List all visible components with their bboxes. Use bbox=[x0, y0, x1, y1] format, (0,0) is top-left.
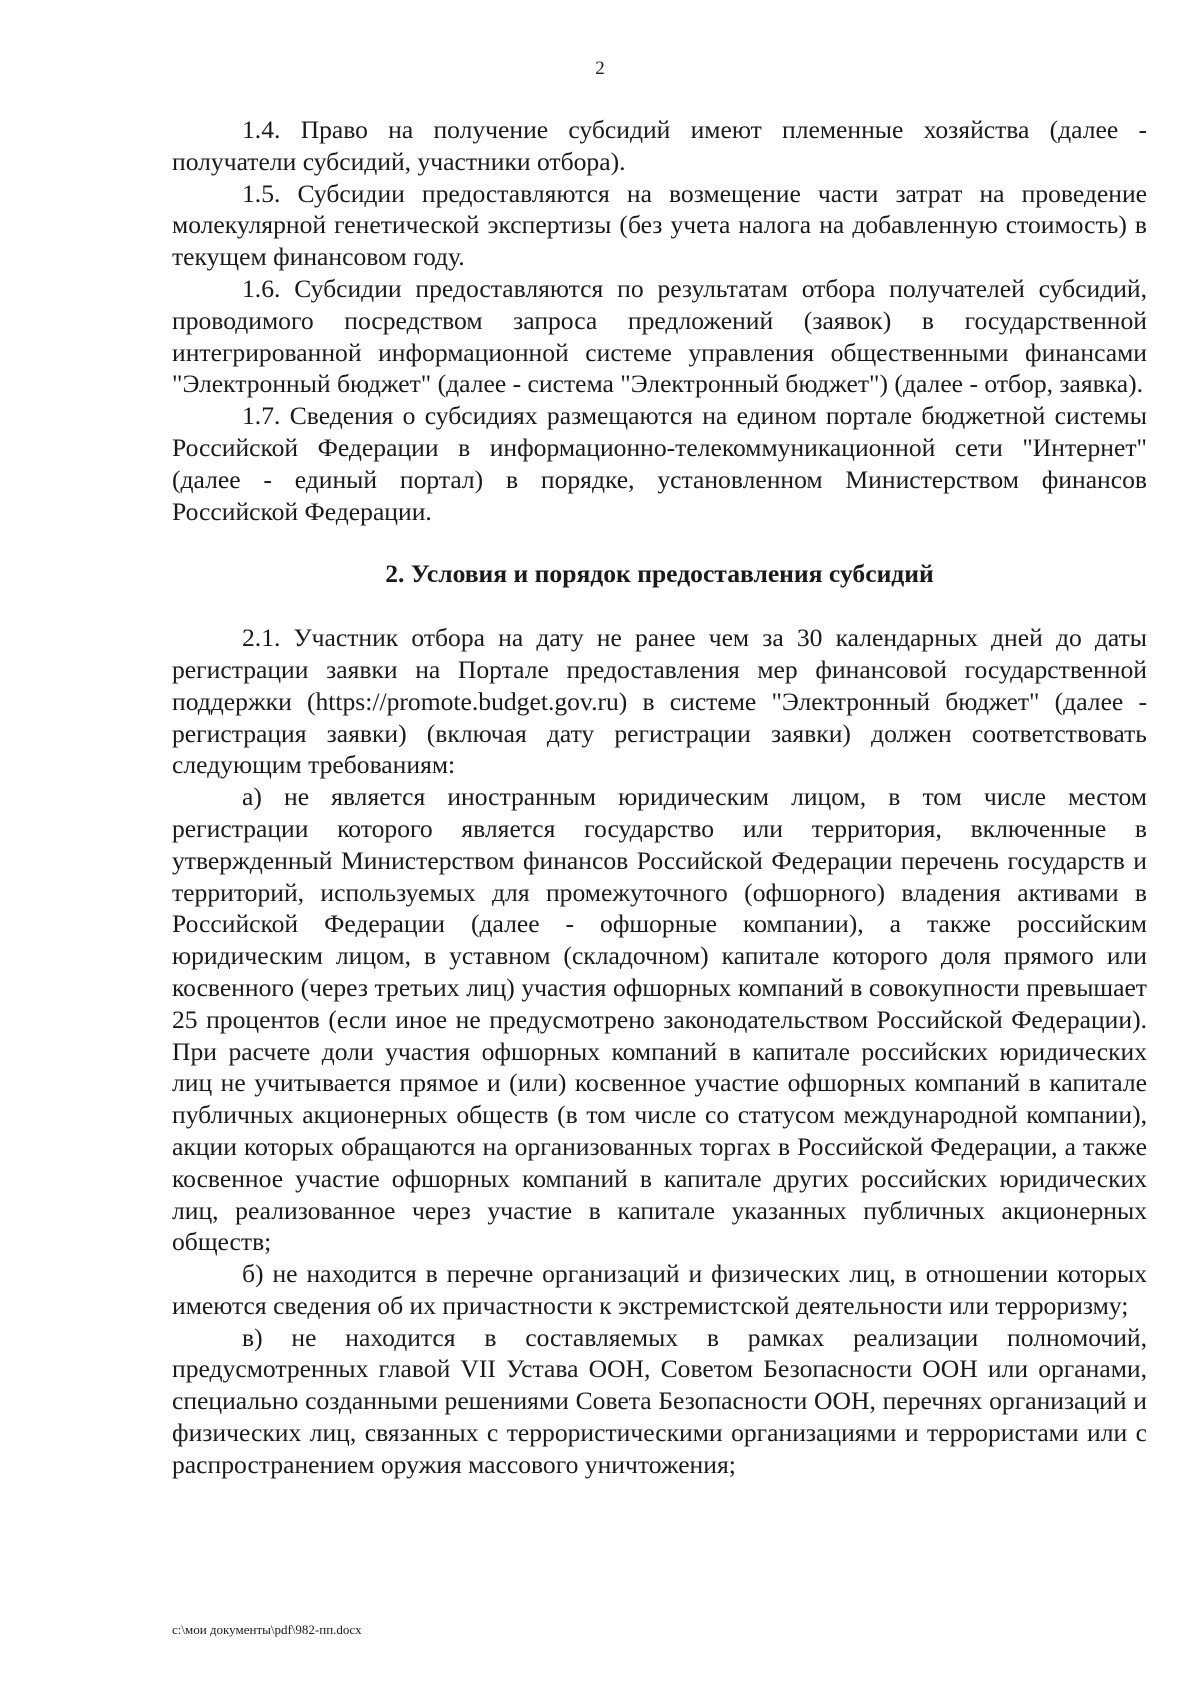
document-body bbox=[172, 114, 1147, 1481]
footer-file-path: c:\мои документы\pdf\982-пп.docx bbox=[172, 1622, 362, 1637]
paragraph-2-1: 2.1. Участник отбора на дату не ранее чем за 30 календарных дней до даты регистрации заявки на Портале предоставления мер финансовой государственной поддержки (https://promote.budget.gov.ru) в системе "Электронный бюджет" (далее - регистрация заявки) (включая дату регистрации заявки) должен соответствовать следующим требованиям: bbox=[172, 623, 1147, 780]
paragraph-2-1-b: б) не находится в перечне организаций и физических лиц, в отношении которых имеются сведения об их причастности к экстремистской деятельности или терроризму; bbox=[172, 1259, 1147, 1320]
section-2-heading: 2. Условия и порядок предоставления субсидий bbox=[385, 559, 934, 589]
paragraph-1-7: 1.7. Сведения о субсидиях размещаются на едином портале бюджетной системы Российской Федерации в информационно-телекоммуникационной сети "Интернет" (далее - единый портал) в порядке, установленном Министерством финансов Российской Федерации. bbox=[172, 401, 1147, 526]
paragraph-1-5: 1.5. Субсидии предоставляются на возмещение части затрат на проведение молекулярной генетической экспертизы (без учета налога на добавленную стоимость) в текущем финансовом году. bbox=[172, 178, 1147, 272]
paragraph-2-1-a: а) не является иностранным юридическим лицом, в том числе местом регистрации которого является государство или территория, включенные в утвержденный Министерством финансов Российской Федерации перечень государств и территорий, используемых для промежуточного (офшорного) владения активами в Российской Федерации (далее - офшорные компании), а также российским юридическим лицом, в уставном (складочном) капитале которого доля прямого или косвенного (через третьих лиц) участия офшорных компаний в совокупности превышает 25 процентов (если иное не предусмотрено законодательством Российской Федерации). При расчете доли участия офшорных компаний в капитале российских юридических лиц не учитывается прямое и (или) косвенное участие офшорных компаний в капитале публичных акционерных обществ (в том числе со статусом международной компании), акции которых обращаются на организованных торгах в Российской Федерации, а также косвенное участие офшорных компаний в капитале других российских юридических лиц, реализованное через участие в капитале указанных публичных акционерных обществ; bbox=[172, 782, 1147, 1257]
paragraph-1-4: 1.4. Право на получение субсидий имеют племенные хозяйства (далее - получатели субсидий, участники отбора). bbox=[172, 115, 1147, 176]
page-number: 2 bbox=[595, 58, 605, 79]
paragraph-2-1-v: в) не находится в составляемых в рамках реализации полномочий, предусмотренных главой VII Устава ООН, Советом Безопасности ООН или органами, специально созданными решениями Совета Безопасности ООН, перечнях организаций и физических лиц, связанных с террористическими организациями и террористами или с распространением оружия массового уничтожения; bbox=[172, 1322, 1147, 1479]
paragraph-1-6: 1.6. Субсидии предоставляются по результатам отбора получателей субсидий, проводимого посредством запроса предложений (заявок) в государственной интегрированной информационной системе управления общественными финансами "Электронный бюджет" (далее - система "Электронный бюджет") (далее - отбор, заявка). bbox=[172, 273, 1147, 399]
